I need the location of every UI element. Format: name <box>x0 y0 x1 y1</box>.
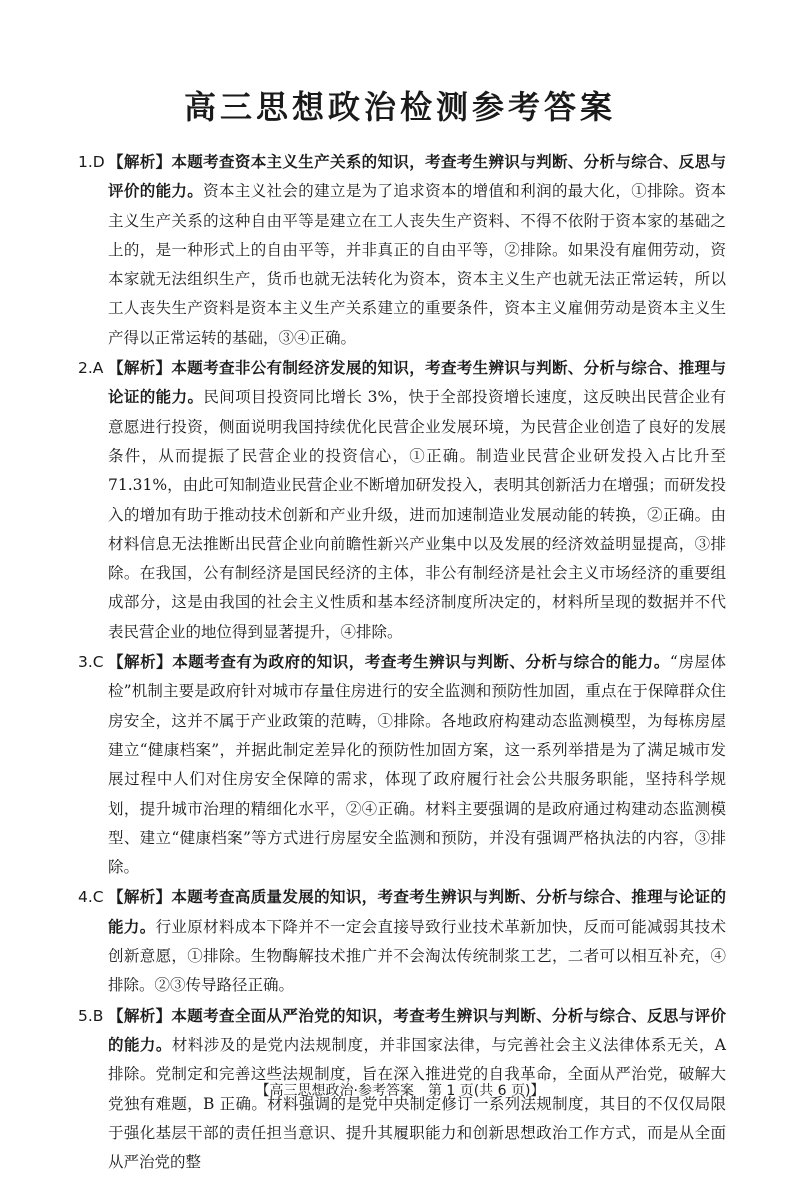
analysis-lead: 【解析】本题考查资本主义生产关系的知识，考查考生辨识与判断、分析与综合、反思与评价的能力。 <box>108 153 726 201</box>
page-title: 高三思想政治检测参考答案 <box>183 88 616 126</box>
analysis-lead: 【解析】本题考查有为政府的知识，考查考生辨识与判断、分析与综合的能力。 <box>108 653 670 672</box>
analysis-body: 资本主义社会的建立是为了追求资本的增值和利润的最大化，①排除。资本主义生产关系的这种自由平等是建立在工人丧失生产资料、不得不依附于资本家的基础之上的，是一种形式上的自由平等，并非真正的自由平等，②排除。如果没有雇佣劳动，资本家就无法组织生产，货币也就无法转化为资本，资本主义生产也就无法正常运转，所以工人丧失生产资料是资本主义生产关系建立的重要条件，资本主义雇佣劳动是资本主义生产得以正常运转的基础，③④正确。 <box>108 182 726 347</box>
analysis-lead: 【解析】本题考查非公有制经济发展的知识，考查考生辨识与判断、分析与综合、推理与论证的能力。 <box>108 359 726 407</box>
analysis-body: 行业原材料成本下降并不一定会直接导致行业技术革新加快，反而可能减弱其技术创新意愿，①排除。生物酶解技术推广并不会淘汰传统制浆工艺，二者可以相互补充，④排除。②③传导路径正确。 <box>108 917 726 995</box>
answer-item-3 <box>78 648 726 882</box>
analysis-body: 材料涉及的是党内法规制度，并非国家法律，与完善社会主义法律体系无关，A 排除。党制定和完善这些法规制度，旨在深入推进党的自我革命，全面从严治党，破解大党独有难题，B 正确。材料强调的是党中央制定修订一系列法规制度，其目的不仅仅局限于强化基层干部的责任担当意识、提升其履职能力和创新思想政治工作方式，而是从全面从严治党的整 <box>108 1035 726 1172</box>
answer-number: 1.D <box>78 153 105 171</box>
answer-number: 3.C <box>78 653 104 672</box>
page-footer: 【高三思想政治·参考答案 第 1 页(共 6 页)】 <box>255 1083 545 1099</box>
answer-number: 5.B <box>78 1006 104 1025</box>
answer-item-2 <box>78 354 726 647</box>
analysis-body: “房屋体检”机制主要是政府针对城市存量住房进行的安全监测和预防性加固，重点在于保障群众住房安全，这并不属于产业政策的范畴，①排除。各地政府构建动态监测模型，为每栋房屋建立“健康档案”，并据此制定差异化的预防性加固方案，这一系列举措是为了满足城市发展过程中人们对住房安全保障的需求，体现了政府履行社会公共服务职能，坚持科学规划，提升城市治理的精细化水平，②④正确。材料主要强调的是政府通过构建动态监测模型、建立“健康档案”等方式进行房屋安全监测和预防，并没有强调严格执法的内容，③排除。 <box>108 653 726 877</box>
analysis-lead: 【解析】本题考查高质量发展的知识，考查考生辨识与判断、分析与综合、推理与论证的能力。 <box>108 888 726 936</box>
answer-list <box>78 148 726 1178</box>
analysis-body: 民间项目投资同比增长 3%，快于全部投资增长速度，这反映出民营企业有意愿进行投资，侧面说明我国持续优化民营企业发展环境，为民营企业创造了良好的发展条件，从而提振了民营企业的投资信心，①正确。制造业民营企业研发投入占比升至 71.31%，由此可知制造业民营企业不断增加研发投入，表明其创新活力在增强；而研发投入的增加有助于推动技术创新和产业升级，进而加速制造业发展动能的转换，②正确。由材料信息无法推断出民营企业向前瞻性新兴产业集中以及发展的经济效益明显提高，③排除。在我国，公有制经济是国民经济的主体，非公有制经济是社会主义市场经济的重要组成部分，这是由我国的社会主义性质和基本经济制度所决定的，材料所呈现的数据并不代表民营企业的地位得到显著提升，④排除。 <box>108 388 726 641</box>
answer-number: 4.C <box>78 888 104 907</box>
answer-number: 2.A <box>78 359 104 378</box>
answer-item-4 <box>78 883 726 1000</box>
analysis-lead: 【解析】本题考查全面从严治党的知识，考查考生辨识与判断、分析与综合、反思与评价的能力。 <box>108 1006 726 1054</box>
answer-item-1 <box>78 148 726 353</box>
